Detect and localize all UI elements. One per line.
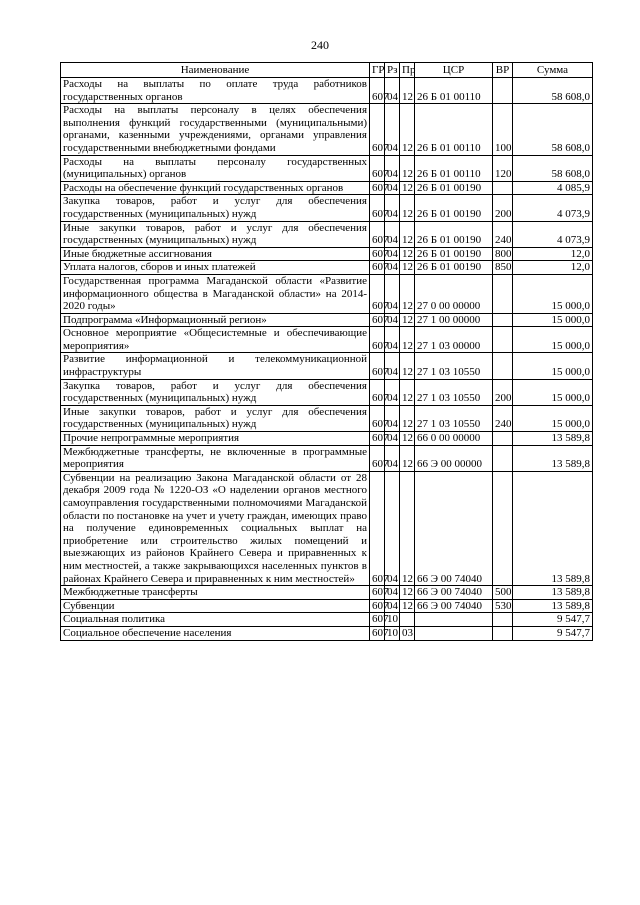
cell-pr: 12 xyxy=(400,445,415,471)
cell-sum: 13 589,8 xyxy=(513,586,593,600)
cell-gr: 607 xyxy=(370,155,385,181)
cell-vr xyxy=(493,613,513,627)
table-row xyxy=(61,471,593,585)
cell-sum: 15 000,0 xyxy=(513,379,593,405)
cell-pr: 12 xyxy=(400,261,415,275)
cell-csr: 26 Б 01 00190 xyxy=(415,261,493,275)
cell-csr xyxy=(415,613,493,627)
cell-csr: 66 0 00 00000 xyxy=(415,432,493,446)
table-header-row xyxy=(61,63,593,78)
cell-sum: 13 589,8 xyxy=(513,432,593,446)
cell-gr: 607 xyxy=(370,104,385,155)
cell-gr: 607 xyxy=(370,445,385,471)
cell-name: Расходы на обеспечение функций государственных органов xyxy=(61,181,370,195)
cell-gr: 607 xyxy=(370,313,385,327)
cell-vr xyxy=(493,626,513,640)
header-name: Наименование xyxy=(61,63,370,78)
cell-gr: 607 xyxy=(370,327,385,353)
cell-rz: 04 xyxy=(385,104,400,155)
cell-pr: 12 xyxy=(400,353,415,379)
table-row xyxy=(61,626,593,640)
cell-vr: 100 xyxy=(493,104,513,155)
cell-csr: 66 Э 00 74040 xyxy=(415,471,493,585)
cell-pr: 12 xyxy=(400,104,415,155)
cell-rz: 04 xyxy=(385,586,400,600)
cell-vr: 120 xyxy=(493,155,513,181)
table-row xyxy=(61,221,593,247)
cell-csr: 27 1 03 10550 xyxy=(415,353,493,379)
cell-pr: 12 xyxy=(400,78,415,104)
header-sum: Сумма xyxy=(513,63,593,78)
cell-csr: 26 Б 01 00110 xyxy=(415,78,493,104)
cell-name: Закупка товаров, работ и услуг для обеспечения государственных (муниципальных) нужд xyxy=(61,195,370,221)
cell-csr: 27 1 00 00000 xyxy=(415,313,493,327)
cell-vr xyxy=(493,181,513,195)
cell-rz: 04 xyxy=(385,432,400,446)
cell-csr: 26 Б 01 00190 xyxy=(415,221,493,247)
cell-rz: 10 xyxy=(385,613,400,627)
cell-gr: 607 xyxy=(370,221,385,247)
table-row xyxy=(61,613,593,627)
cell-pr: 12 xyxy=(400,379,415,405)
cell-rz: 10 xyxy=(385,626,400,640)
cell-sum: 9 547,7 xyxy=(513,626,593,640)
table-row xyxy=(61,313,593,327)
header-rz: Рз xyxy=(385,63,400,78)
table-row xyxy=(61,274,593,313)
cell-pr: 12 xyxy=(400,195,415,221)
cell-pr: 12 xyxy=(400,327,415,353)
table-row xyxy=(61,379,593,405)
cell-pr: 12 xyxy=(400,471,415,585)
cell-sum: 4 073,9 xyxy=(513,221,593,247)
cell-csr: 27 1 03 10550 xyxy=(415,405,493,431)
header-gr: ГР xyxy=(370,63,385,78)
cell-gr: 607 xyxy=(370,471,385,585)
cell-gr: 607 xyxy=(370,78,385,104)
cell-rz: 04 xyxy=(385,78,400,104)
cell-pr: 12 xyxy=(400,247,415,261)
cell-rz: 04 xyxy=(385,379,400,405)
cell-csr: 27 0 00 00000 xyxy=(415,274,493,313)
cell-csr: 66 Э 00 74040 xyxy=(415,586,493,600)
cell-vr: 200 xyxy=(493,379,513,405)
cell-name: Иные бюджетные ассигнования xyxy=(61,247,370,261)
cell-gr: 607 xyxy=(370,379,385,405)
cell-vr: 240 xyxy=(493,221,513,247)
cell-vr xyxy=(493,471,513,585)
cell-sum: 15 000,0 xyxy=(513,327,593,353)
cell-name: Иные закупки товаров, работ и услуг для обеспечения государственных (муниципальных) нужд xyxy=(61,221,370,247)
cell-gr: 607 xyxy=(370,274,385,313)
cell-name: Развитие информационной и телекоммуникационной инфраструктуры xyxy=(61,353,370,379)
header-pr: Пр xyxy=(400,63,415,78)
cell-sum: 15 000,0 xyxy=(513,353,593,379)
cell-pr: 12 xyxy=(400,599,415,613)
cell-gr: 607 xyxy=(370,613,385,627)
cell-rz: 04 xyxy=(385,261,400,275)
cell-gr: 607 xyxy=(370,261,385,275)
cell-vr xyxy=(493,445,513,471)
cell-name: Подпрограмма «Информационный регион» xyxy=(61,313,370,327)
cell-vr xyxy=(493,353,513,379)
cell-vr: 530 xyxy=(493,599,513,613)
cell-csr: 66 Э 00 74040 xyxy=(415,599,493,613)
cell-gr: 607 xyxy=(370,599,385,613)
cell-vr xyxy=(493,432,513,446)
cell-pr: 03 xyxy=(400,626,415,640)
cell-rz: 04 xyxy=(385,247,400,261)
cell-vr: 850 xyxy=(493,261,513,275)
cell-pr: 12 xyxy=(400,181,415,195)
cell-csr: 27 1 03 00000 xyxy=(415,327,493,353)
cell-name: Межбюджетные трансферты, не включенные в программные мероприятия xyxy=(61,445,370,471)
cell-name: Межбюджетные трансферты xyxy=(61,586,370,600)
cell-rz: 04 xyxy=(385,327,400,353)
table-body xyxy=(61,78,593,641)
cell-csr: 26 Б 01 00190 xyxy=(415,195,493,221)
cell-csr: 26 Б 01 00110 xyxy=(415,104,493,155)
cell-vr: 500 xyxy=(493,586,513,600)
table-row xyxy=(61,181,593,195)
cell-sum: 58 608,0 xyxy=(513,104,593,155)
table-row xyxy=(61,261,593,275)
cell-gr: 607 xyxy=(370,405,385,431)
table-row xyxy=(61,353,593,379)
cell-name: Субвенции xyxy=(61,599,370,613)
cell-gr: 607 xyxy=(370,195,385,221)
table-row xyxy=(61,104,593,155)
table-row xyxy=(61,432,593,446)
cell-name: Прочие непрограммные мероприятия xyxy=(61,432,370,446)
cell-pr: 12 xyxy=(400,586,415,600)
cell-vr: 240 xyxy=(493,405,513,431)
table-row xyxy=(61,327,593,353)
header-vr: ВР xyxy=(493,63,513,78)
cell-sum: 13 589,8 xyxy=(513,471,593,585)
cell-gr: 607 xyxy=(370,432,385,446)
cell-csr: 26 Б 01 00190 xyxy=(415,247,493,261)
cell-pr: 12 xyxy=(400,274,415,313)
cell-pr: 12 xyxy=(400,432,415,446)
cell-vr: 200 xyxy=(493,195,513,221)
cell-sum: 15 000,0 xyxy=(513,405,593,431)
page-number: 240 xyxy=(311,38,329,52)
cell-gr: 607 xyxy=(370,181,385,195)
cell-rz: 04 xyxy=(385,221,400,247)
cell-sum: 15 000,0 xyxy=(513,313,593,327)
cell-csr xyxy=(415,626,493,640)
cell-rz: 04 xyxy=(385,274,400,313)
cell-rz: 04 xyxy=(385,195,400,221)
table-row xyxy=(61,599,593,613)
cell-vr xyxy=(493,78,513,104)
cell-name: Уплата налогов, сборов и иных платежей xyxy=(61,261,370,275)
cell-sum: 58 608,0 xyxy=(513,78,593,104)
cell-rz: 04 xyxy=(385,445,400,471)
cell-sum: 4 073,9 xyxy=(513,195,593,221)
cell-rz: 04 xyxy=(385,181,400,195)
cell-pr xyxy=(400,613,415,627)
cell-sum: 9 547,7 xyxy=(513,613,593,627)
cell-name: Субвенции на реализацию Закона Магаданской области от 28 декабря 2009 года № 1220-ОЗ «О наделении органов местного самоуправления государственными полномочиями Магаданской области по постановке на учет и учету граждан, имеющих право на получение единовременных социальных выплат на приобретение или строительство жилых помещений и выезжающих из районов Крайнего Севера и приравненных к ним местностей, а также закрывающихся населенных пунктов в районах Крайнего Севера и приравненных к ним местностей» xyxy=(61,471,370,585)
cell-name: Расходы на выплаты по оплате труда работников государственных органов xyxy=(61,78,370,104)
cell-name: Социальное обеспечение населения xyxy=(61,626,370,640)
cell-vr xyxy=(493,313,513,327)
cell-pr: 12 xyxy=(400,405,415,431)
cell-gr: 607 xyxy=(370,626,385,640)
cell-vr: 800 xyxy=(493,247,513,261)
cell-vr xyxy=(493,274,513,313)
cell-rz: 04 xyxy=(385,353,400,379)
cell-vr xyxy=(493,327,513,353)
table-row xyxy=(61,586,593,600)
table-row xyxy=(61,155,593,181)
cell-sum: 15 000,0 xyxy=(513,274,593,313)
cell-rz: 04 xyxy=(385,155,400,181)
cell-rz: 04 xyxy=(385,405,400,431)
cell-csr: 27 1 03 10550 xyxy=(415,379,493,405)
cell-csr: 66 Э 00 00000 xyxy=(415,445,493,471)
table-row xyxy=(61,405,593,431)
cell-sum: 12,0 xyxy=(513,261,593,275)
cell-rz: 04 xyxy=(385,599,400,613)
cell-name: Иные закупки товаров, работ и услуг для обеспечения государственных (муниципальных) нужд xyxy=(61,405,370,431)
cell-pr: 12 xyxy=(400,313,415,327)
cell-name: Государственная программа Магаданской области «Развитие информационного общества в Магаданской области» на 2014-2020 годы» xyxy=(61,274,370,313)
cell-sum: 13 589,8 xyxy=(513,599,593,613)
header-csr: ЦСР xyxy=(415,63,493,78)
cell-name: Расходы на выплаты персоналу государственных (муниципальных) органов xyxy=(61,155,370,181)
cell-rz: 04 xyxy=(385,313,400,327)
table-row xyxy=(61,195,593,221)
cell-name: Расходы на выплаты персоналу в целях обеспечения выполнения функций государственными (муниципальными) органами, казенными учреждениями, органами управления государственными внебюджетными фондами xyxy=(61,104,370,155)
cell-gr: 607 xyxy=(370,353,385,379)
table-row xyxy=(61,78,593,104)
cell-csr: 26 Б 01 00110 xyxy=(415,155,493,181)
cell-sum: 4 085,9 xyxy=(513,181,593,195)
cell-name: Основное мероприятие «Общесистемные и обеспечивающие мероприятия» xyxy=(61,327,370,353)
table-row xyxy=(61,247,593,261)
cell-sum: 12,0 xyxy=(513,247,593,261)
cell-gr: 607 xyxy=(370,586,385,600)
cell-csr: 26 Б 01 00190 xyxy=(415,181,493,195)
table-row xyxy=(61,445,593,471)
cell-pr: 12 xyxy=(400,221,415,247)
cell-sum: 13 589,8 xyxy=(513,445,593,471)
cell-name: Социальная политика xyxy=(61,613,370,627)
cell-pr: 12 xyxy=(400,155,415,181)
cell-gr: 607 xyxy=(370,247,385,261)
cell-name: Закупка товаров, работ и услуг для обеспечения государственных (муниципальных) нужд xyxy=(61,379,370,405)
cell-sum: 58 608,0 xyxy=(513,155,593,181)
cell-rz: 04 xyxy=(385,471,400,585)
budget-table xyxy=(60,62,593,641)
